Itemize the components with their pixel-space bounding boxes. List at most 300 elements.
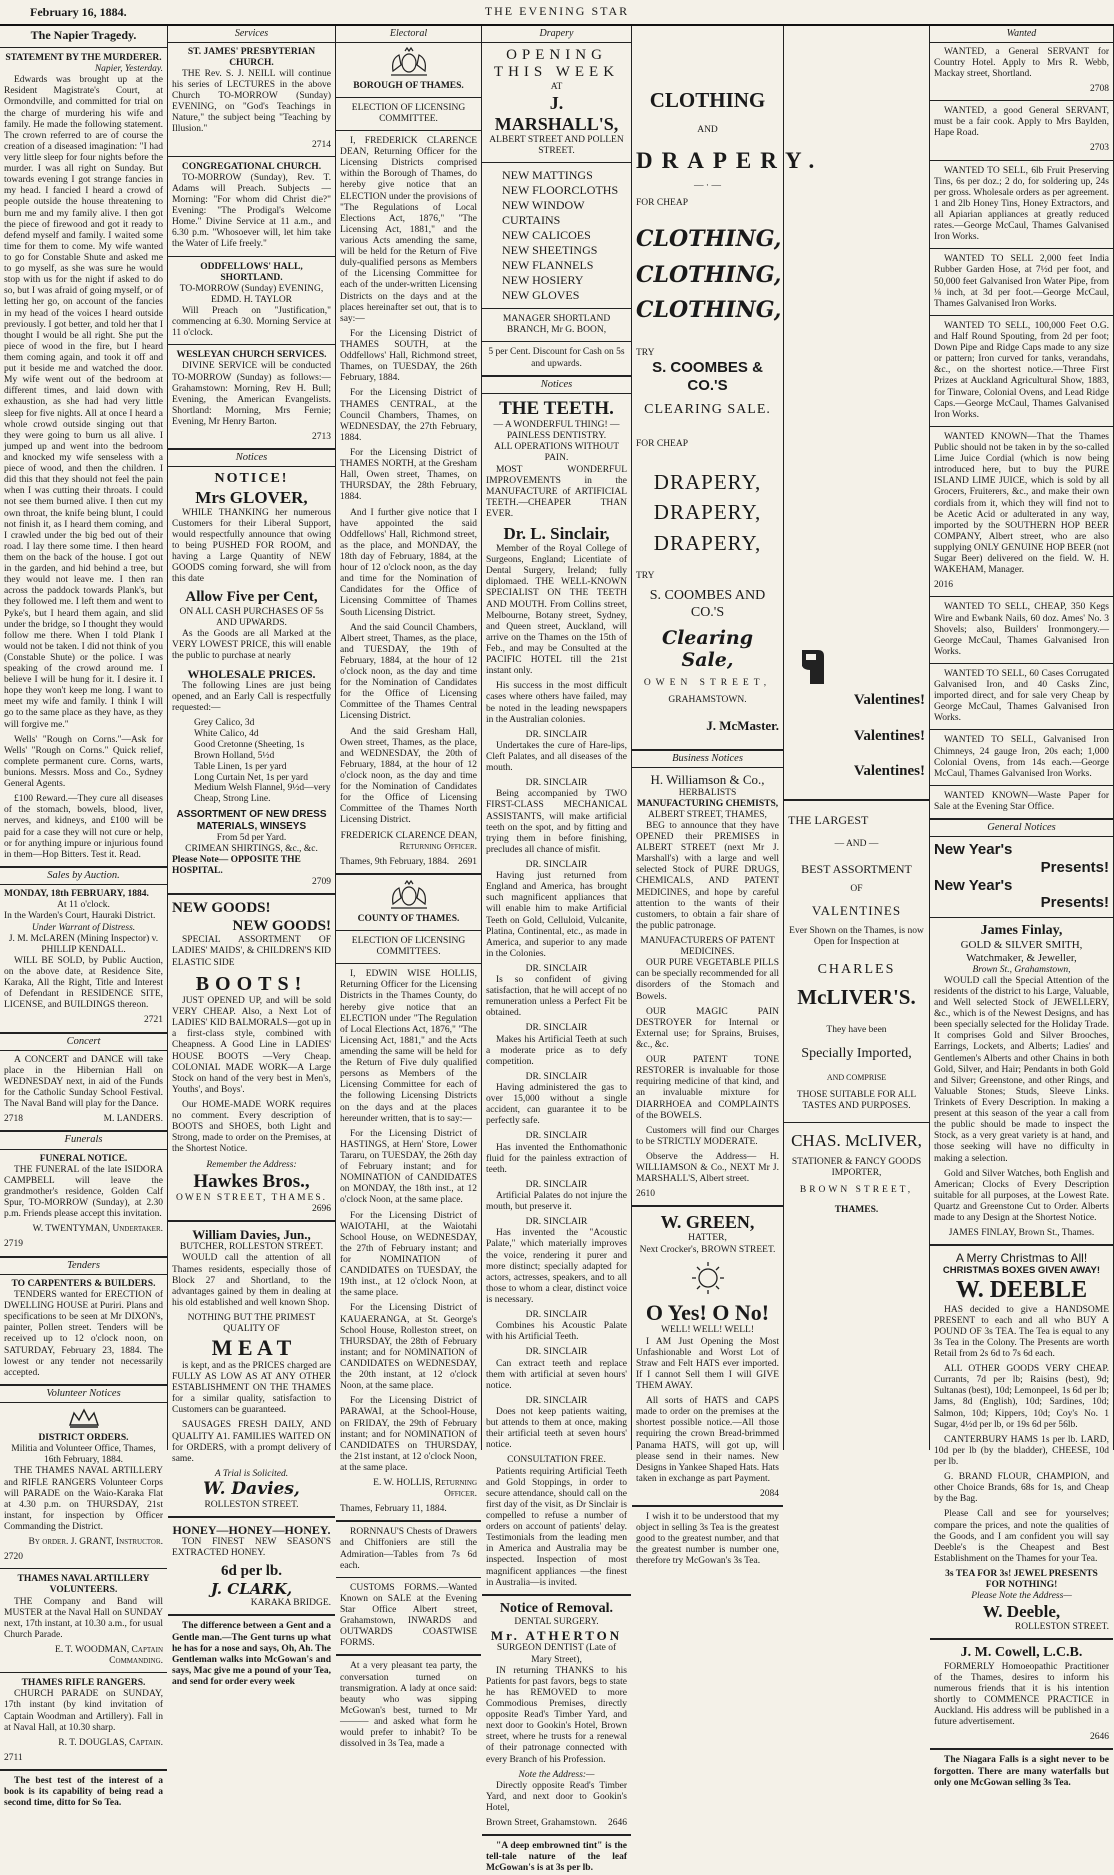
borough-body: I, FREDERICK CLARENCE DEAN, Returning Officer for the Licensing Districts comprised within the Borough of Thames, do hereby give notice that an ELECTION under the provisions of "The Regulations of Local Elections Act, 1876," "The Licensing Act, 1881," and the various Acts amending the same, will be held for the Return of Five duly-qualified persons as Members of the Licensing Committee for each of the under-written Licensing Districts on the days and at the places hereinafter set out, that is to say:— (340, 136, 477, 324)
presbyterian-title: ST. JAMES' PRESBYTERIAN CHURCH. (187, 46, 316, 68)
wanted-ad: WANTED TO SELL, Galvanised Iron Chimneys, 24 gauge Iron, 20s each; 1,000 Colonial Ovens, from 14s each.—George McCaul, Thames Galvanised Iron Works. (934, 735, 1109, 779)
borough-subtitle: ELECTION OF LICENSING COMMITTEE. (351, 102, 466, 124)
rifle-signature: R. T. DOUGLAS, Captain. (58, 1737, 163, 1748)
dr-label: DR. SINCLAIR (525, 1071, 588, 1082)
column-6 (784, 26, 930, 1450)
wanted-ad: WANTED, a General SERVANT for Country Hotel. Apply to Mrs R. Webb, Mackay street, Shortland. (934, 46, 1109, 79)
drapery-continued (788, 26, 925, 646)
and-label: AND (697, 124, 718, 135)
dr-label: DR. SINCLAIR (525, 778, 588, 789)
for-cheap: FOR CHEAP (636, 197, 688, 208)
dateline: Napier, Yesterday. (94, 64, 163, 75)
statement-heading: STATEMENT BY THE MURDERER. (5, 53, 162, 64)
auction-time: At 11 o'clock. (57, 900, 110, 911)
wanted-heading: Wanted (930, 26, 1113, 43)
list-item: NEW SHEETINGS (502, 243, 598, 258)
dr-label: DR. SINCLAIR (525, 729, 588, 740)
sinclair-item: Artificial Palates do not injure the mouth, but preserve it. (486, 1191, 627, 1213)
list-item: NEW FLOORCLOTHS (502, 183, 619, 198)
customers-line: Customers will find our Charges to be STRICTLY MODERATE. (636, 1125, 779, 1147)
newspaper-title: THE EVENING STAR (484, 4, 630, 18)
wanted-ad: WANTED, a good General SERVANT, must be a fair cook. Apply to Mrs Baylden, Hape Road. (934, 106, 1109, 139)
wanted-ad: WANTED TO SELL, 6lb Fruit Preserving Tins, 6s per doz.; 2 do, for soldering up, 24s per gross. Wholesale orders as per agreement. 1 and 2lb Honey Tins, Honey Extractors, and all Apiarian appliances at greatly reduced rates.—George McCaul, Thames Galvanised Iron Works. (934, 165, 1109, 243)
manufacturing-chemists: MANUFACTURING CHEMISTS, (636, 798, 779, 809)
address-number: 2646 (608, 1818, 627, 1829)
albert-street: ALBERT STREET, THAMES, (648, 809, 767, 820)
list-item: Brown Holland, 5½d (194, 750, 275, 761)
teeth-heading: THE TEETH. (499, 397, 614, 419)
deeble-address: ROLLESTON STREET. (1014, 1622, 1109, 1633)
concert-signature: M. LANDERS. (103, 1114, 163, 1125)
county-subtitle: ELECTION OF LICENSING COMMITTEES. (351, 936, 466, 958)
tender-title: TO CARPENTERS & BUILDERS. (11, 1278, 156, 1289)
try-label: TRY (636, 348, 655, 358)
assortment: ASSORTMENT OF NEW DRESS MATERIALS, WINSEYS (176, 809, 327, 832)
green-name: W. GREEN, (660, 1212, 755, 1233)
ornament-divider: — · — (694, 180, 721, 191)
w-deeble-name: W. Deeble, (982, 1602, 1061, 1622)
presbyterian-number: 2714 (312, 139, 331, 150)
wesleyan-title: WESLEYAN CHURCH SERVICES. (176, 350, 327, 361)
clearing-sale: CLEARING SALE. (644, 402, 771, 418)
dr-label: DR. SINCLAIR (525, 1131, 588, 1142)
coombes-name-2: S. COOMBES AND CO.'S (649, 588, 766, 620)
honey-price: 6d per lb. (221, 1563, 282, 1580)
footer-note-4: "A deep embrowned tint" is the tell-tale nature of the leaf McGowan's is at 3s per lb. (486, 1841, 627, 1874)
auction-number: 2721 (144, 1015, 163, 1026)
hawkes-number: 2696 (312, 1204, 331, 1215)
column-5 (632, 26, 824, 1567)
congregational-body: TO-MORROW (Sunday), Rev. T. Adams will Preach. Subjects — Morning: "For whom did Christ die?" Evening: "The Prodigal's Welcome Home." Divine Service at 11 a.m., and 6.30 p.m. "Whosoever will, let him take the Water of Life freely." (172, 172, 331, 250)
removal-heading: Notice of Removal. (499, 1600, 614, 1616)
wanted-ad: WANTED TO SELL 2,000 feet India Rubber Garden Hose, at 7½d per foot, and 50,000 feet Galvanised Iron Water Pipe, from ⅛ inch, at 3d per foot.—George McCaul, Thames Galvanised Iron Works. (934, 254, 1109, 309)
oddfellows-body: Will Preach on "Justification," commencing at 6.30. Morning Service at 11 o'clock. (172, 305, 331, 339)
clark-address: KARAKA BRIDGE. (250, 1598, 331, 1609)
county-p2: For the Licensing District of WAIOTAHI, at the Waiotahi School House, on WEDNESDAY, the 27th of February instant; and for NOMINATION of CANDIDATES on TUESDAY, the 19th inst., at 12 o'clock Noon, at the same place. (340, 1210, 477, 1299)
consultation-free: CONSULTATION FREE. (507, 1455, 606, 1466)
clark-name: J. CLARK, (210, 1579, 293, 1598)
borough-p2: For the Licensing District of THAMES CENTRAL, at the Council Chambers, Thames, on WEDNESDAY, the 27th February, 1884. (340, 388, 477, 443)
dr-label: DR. SINCLAIR (525, 1217, 588, 1228)
sinclair-name: Dr. L. Sinclair, (503, 524, 610, 544)
funerals-heading: Funerals (0, 1130, 167, 1149)
naval-body: THE Company and Band will MUSTER at the Naval Hall on SUNDAY next, 17th instant, at 10.30 a.m., for usual Church Parade. (4, 1596, 163, 1640)
and-comprise: AND COMPRISE (826, 1072, 887, 1082)
green-body-2: All sorts of HATS and CAPS made to order on the premises at the shortest possible notice.—All those requiring the crown Bread-brimmed Panama HATS, will got up, will please send in their names. New Designs in Yankee Shaped Hats. Hats taken in exchange as part Payment. (636, 1396, 779, 1484)
green-number: 2084 (760, 1488, 779, 1499)
cowell-body: FORMERLY Homoeopathic Practitioner of the Thames, desires to inform his numerous friends that it is his intention shortly to COMMENCE PRACTICE in Auckland. His address will be published in a future advertisement. (934, 1661, 1109, 1728)
w-davies-address: ROLLESTON STREET. (204, 1499, 299, 1510)
sinclair-item: Does not keep patients waiting, but attends to them at once, making their artificial teeth at seven hours' notice. (486, 1406, 627, 1451)
davies-name: William Davies, Jun., (192, 1227, 311, 1243)
specially-imported: Specially Imported, (801, 1046, 912, 1062)
list-item: Long Curtain Net, 1s per yard (194, 772, 308, 783)
christmas-boxes: CHRISTMAS BOXES GIVEN AWAY! (942, 1265, 1101, 1277)
sausages: SAUSAGES FRESH DAILY, AND QUALITY A1. FAMILIES WAITED ON for ORDERS, with a prompt delivery of same. (172, 1420, 331, 1464)
sinclair-items (486, 730, 627, 1452)
williamson-name: H. Williamson & Co., (650, 772, 765, 788)
williamson-body: BEG to announce that they have OPENED their PREMISES in ALBERT STREET (next Mr J. Marshall's) with a large and well selected Stock of PURE DRUGS, CHEMICALS, AND PATENT MEDICINES, and hope by careful attention to the wants of their customers, to obtain a fair share of the public patronage. (636, 820, 779, 931)
naval-signature: E. T. WOODMAN, Captain Commanding. (55, 1645, 163, 1667)
column-7 (930, 26, 1114, 1788)
glover-name: Mrs GLOVER, (195, 487, 308, 507)
column-2 (168, 26, 336, 1688)
crown-emblem-icon (66, 1407, 102, 1429)
wanted-ad: WANTED TO SELL, 100,000 Feet O.G. and Half Round Spouting, from 2d per foot; Down Pipe and Ridge Caps made to any size or pattern; Iron curved for tanks, verandahs, &c., on the shortest notice.—Three First Prizes at Auckland Agricultural Show, 1883, for Tinware, Colonial Ovens, and Lead Ridge Caps.—George McCaul, Thames Galvanised Iron Works. (934, 320, 1109, 420)
finlay-address: Brown St., Grahamstown, (972, 964, 1071, 975)
please-number: 2709 (312, 877, 331, 888)
sinclair-item: Has invented the Enthomathonic fluid for the painless extraction of teeth. (486, 1142, 627, 1175)
owen-street: OWEN STREET, (643, 677, 772, 688)
sinclair-item: Having administered the gas to over 15,000 without a single accident, can guarantee it to be perfectly safe. (486, 1083, 627, 1127)
dr-label: DR. SINCLAIR (525, 963, 588, 974)
list-item: NEW MATTINGS (502, 168, 593, 183)
o-yes-heading: O Yes! O No! (645, 1299, 770, 1325)
county-p1: For the Licensing District of HASTINGS, at Hern' Store, Lower Tararu, on TUESDAY, the 26th day of February instant; and for NOMINATION of CANDIDATES on MONDAY, the 18th inst., at 12 o'clock Noon, at the same place. (340, 1128, 477, 1206)
crocker-address: Next Crocker's, BROWN STREET. (639, 1244, 776, 1255)
notices-heading: Notices (168, 448, 335, 467)
dr-label: DR. SINCLAIR (525, 859, 588, 870)
rifle-number: 2711 (4, 1752, 23, 1763)
trial-solicited: A Trial is Solicited. (214, 1468, 289, 1479)
new-goods-2: NEW GOODS! (232, 917, 331, 934)
column-4-heading: Drapery (482, 26, 631, 43)
napier-title: The Napier Tragedy. (30, 28, 137, 42)
hop-bitters-ad: £100 Reward.—They cure all diseases of the stomach, bowels, blood, liver, nerves, and kidneys, and £100 will be paid for a case they will not cure or help, or for anything impure or injurious found in them—Hop Bitters. Test it. Read. (4, 794, 163, 860)
county-signature: E. W. HOLLIS, Returning Officer. (373, 1478, 477, 1500)
ever-shown: Ever Shown on the Thames, is now Open for Inspection at (789, 926, 924, 948)
funeral-number: 2719 (4, 1239, 23, 1250)
column-4 (482, 26, 632, 1874)
footer-note-3: At a very pleasant tea party, the conversation turned on transmigration. A lady at once said: beauty who was sipping McGowan's best, turned to Mr ——— and asked what form he would prefer to inhabit? To be dissolved in 3s Tea, made a (340, 1661, 477, 1750)
finlay-body: WOULD call the Special Attention of the residents of the district to his Large, Valuable, and Well selected Stock of JEWELLERY, &c., which is of the Newest Designs, and has been specially selected for the Holiday Trade. It comprises Gold and Silver Brooches, Earrings, Lockets, and Alberts; Ladies' and Gentlemen's Alberts and other Chains in both Gold, Silver, and Hair; Pendants in both Gold and Silver; Greenstone, and other Rings, and Valuable Stones; Studs, Sleeve Links. Trinkets of Every Description. In making a present at this season of the year a call from the public should be made to inspect the Stock, as a very great variety is at hand, and those seeking will have no difficulty in making a selection. (934, 975, 1109, 1164)
sinclair-item: Can extract teeth and replace them with artificial at seven hours' notice. (486, 1358, 627, 1391)
list-item: Grey Calico, 3d (194, 717, 255, 728)
glover-body: WHILE THANKING her numerous Customers for their Liberal Support, would respectfully announce that owing to being PUSHED FOR ROOM, and having a Large Quantity of NEW GOODS coming forward, she will from this date (172, 507, 331, 585)
chas-mcliver: CHAS. McLIVER, (791, 1131, 922, 1151)
clothing-line-3: CLOTHING, (636, 297, 782, 324)
footer-note-7: The Niagara Falls is a sight never to be forgotten. There are many waterfalls but only one McGowan selling 3s Tea. (934, 1755, 1109, 1788)
dr-label: DR. SINCLAIR (525, 1395, 588, 1406)
finlay-body-2: Gold and Silver Watches, both English and American; Clocks of Every Description suitable for all purposes, at the Lowest Rate. Quartz and Greenstone Cut to Order. Alberts made to any Design at the Shortest Notice. (934, 1168, 1109, 1224)
opening-heading: OPENING THIS WEEK (493, 46, 620, 81)
valentines-1: Valentines! (853, 692, 925, 708)
boots-body: JUST OPENED UP, and will be sold VERY CHEAP. Also, a Next Lot of LADIES' KID BALMORALS—got up in a first-class style, combined with Cheapness. A Good Line in LADIES' HOUSE BOOTS —Very Cheap. COLONIAL MADE WORK—A Large Stock on hand of the very best in Men's, Youths', and Boys'. (172, 996, 331, 1095)
list-item: NEW HOSIERY (502, 273, 584, 288)
they-have-been: They have been (826, 1025, 887, 1036)
county-p3: For the Licensing District of KAUAERANGA, at St. George's School House, Rolleston street, on THURSDAY, the 28th of February instant; and for NOMINATION of CANDIDATES on WEDNESDAY, the 20th instant, at 12 o'clock Noon, at the same place. (340, 1303, 477, 1392)
best-assortment: BEST ASSORTMENT (801, 861, 912, 876)
merry-christmas: A Merry Christmas to All! (955, 1251, 1088, 1266)
district-orders: DISTRICT ORDERS. (38, 1433, 129, 1444)
deeble-other-goods: ALL OTHER GOODS VERY CHEAP. Currants, 7d per lb; Raisins (best), 9d; Sultanas (best), 10d; Lemonpeel, 1s 6d per lb; Jams, 8d (English), 10d; Sardines, 10d; Salmon, 10d; Kippers, 10d; Coy's No. 1 Sugar, 4½d per lb, or 19s 6d per 56lb. (934, 1364, 1109, 1430)
wesleyan-body: DIVINE SERVICE will be conducted TO-MORROW (Sunday) as follows:— Grahamstown: Morning, Rev H. Bull; Evening, the American Evangelists. Shortland: Morning, Mrs Fernie; Evening, Mr Henry Barton. (172, 361, 331, 427)
address-body: Directly opposite Read's Timber Yard, and next door to Gookin's Hotel, (486, 1780, 627, 1813)
masthead (0, 0, 1114, 26)
wesleyan-number: 2713 (312, 432, 331, 443)
auction-body: WILL BE SOLD, by Public Auction, on the above date, at Residence Site, Karaka, All the Right, Title and Interest of Defendant in RESIDENCE SITE, LICENSE, and BUILDINGS thereon. (4, 955, 163, 1011)
valentines-3: Valentines! (853, 763, 925, 780)
borough-p5: And the said Council Chambers, Albert street, Thames, as the place, and TUESDAY, the 19th of February, 1884, at the hour of 12 o'clock noon, as the day and time for the Nomination of Candidates for the Office of Licensing Committee of the Thames Central Licensing District. (340, 622, 477, 722)
drapery-line-1: DRAPERY, (653, 469, 762, 494)
honey-heading: HONEY—HONEY—HONEY. (172, 1523, 331, 1538)
wholesale-prices: WHOLESALE PRICES. (187, 666, 316, 681)
hawkes-bros: Hawkes Bros., (193, 1170, 310, 1192)
list-item: NEW FLANNELS (502, 258, 594, 273)
mcliver-name: McLIVER'S. (797, 984, 916, 1009)
hatter-label: HATTER, (688, 1233, 727, 1244)
tenders-heading: Tenders (0, 1256, 167, 1275)
footer-note-2: The difference between a Gent and a Gentle man.—The Gent turns up what he has for a nose and says, Oh, Ah. The Gentleman walks into McGowan's and says, Mac give me a pound of your Tea, and send for order every week (172, 1621, 331, 1688)
cowell-number: 2646 (1090, 1732, 1109, 1743)
wanted-ad: WANTED KNOWN—Waste Paper for Sale at the Evening Star Office. (934, 790, 1109, 813)
nothing-but: NOTHING BUT THE PRIMEST QUALITY OF (187, 1312, 316, 1335)
finlay-name: James Finlay, (980, 922, 1063, 938)
deeble-flour: G. BRAND FLOUR, CHAMPION, and other Choice Brands, 68s for 1s, and Cheap by the Bag. (934, 1472, 1109, 1505)
rornnau-ad: RORNNAU'S Chests of Drawers and Chiffoniers are still the Admiration—Tables from 7s 6d each. (340, 1527, 477, 1571)
sinclair-item: Undertakes the cure of Hare-lips, Cleft Palates, and all diseases of the mouth. (486, 740, 627, 774)
clothing-line-1: CLOTHING, (636, 225, 782, 252)
dr-label: DR. SINCLAIR (525, 1310, 588, 1321)
orders-number: 2720 (4, 1552, 23, 1563)
auction-place: In the Warden's Court, Hauraki District. (4, 911, 156, 922)
finlay-signature: JAMES FINLAY, Brown St., Thames. (948, 1228, 1095, 1239)
oddfellows-title: ODDFELLOWS' HALL, SHORTLAND. (200, 261, 303, 283)
article-body: Edwards was brought up at the Resident Magistrate's Court, at Ormondville, and committed for trial on the charge of murdering his wife and family. He made the following statement. The crown referred to are of course the creation of a diseased imagination: "I had very little sleep for four nights before the murder. I was all right on Sunday. But towards evening I got strange fancies in my head. I fancied I heard a crowd of people outside the house threatening to burn me and my family alive. I then got the piece of firewood and got it ready to defend myself and family. I waited some time for them to come. My wife wanted to go for Constable Shute and asked me to go myself, as she was sure he would stop with us for the night if asked to do so, but I was afraid of going myself, or of letting her go, on account of the fancies in my head of the voices I heard outside previously. I got better, and told her that I thought I would be all right. She put the piece of wood in the fire, but I heard them coming again, and took it off and put it beside me and watched the door. My wife went out of the bedroom at different times, and laid down with exhaustion, as she had had very little sleep for five nights. All at once I heard a whole crowd outside singing out that they were going to burn us all alive. I jumped up and went into the bedroom and knocked my wife senseless with a piece of wood, and then the children. I did this that they should not feel the pain when I was cutting their throats. I could not see them burned alive. I then cut my own throat, the knife being blunt, I could not finish it, as I heard them coming, and I crawled under the big bed out of their road. I lay there some time. I then heard them on the back of the house. I got out in the garden, and hid behind a tree, but they would not leave me. I then ran across the paddock towards Plank's, but they followed me. I left them and went to Pyke's, but I heard them again, and slid under the bridge, so I thought they would follow me there. When I told Plank I would not be taken. I did not think of you (Constable Shute) or the police. I was speaking of the crowd around me. I believe I will be hung for it. I desire it. I hope they won't keep me long. I want to meet my wife and family. I think I will go to the same place as they have, as they will forgive me." (4, 75, 163, 730)
tone-restorer: OUR PATENT TONE RESTORER is invaluable for those requiring medicine of that kind, and an invaluable mixture for DIARRHOEA and COMPLAINTS of the BOWELS. (636, 1055, 779, 1121)
royal-arms-icon (387, 880, 431, 910)
rifle-body: CHURCH PARADE on SUNDAY, 17th instant (by kind invitation of Captain Woodman and Artillery). Fall in at Naval Hall, at 10.30 sharp. (4, 1689, 163, 1733)
most-wonderful: MOST WONDERFUL IMPROVEMENTS in the MANUFACTURE of ARTIFICIAL TEETH.—CHEAPER THAN EVER. (486, 464, 627, 520)
issue-date: February 16, 1884. (30, 5, 127, 19)
borough-p4: And I further give notice that I have appointed the said Oddfellows' Hall, Richmond street, as the place, and MONDAY, the 18th day of February, 1884, at the hour of 12 o'clock noon, as the day and time for the Nomination of Candidates for the Office of Licensing Committee of Thames South Licensing District. (340, 507, 477, 618)
corns-ad: Wells' "Rough on Corns."—Ask for Wells' "Rough on Corns." Quick relief, complete permanent cure. Corns, warts, bunions. Messrs. Moss and Co., Sydney General Agents. (4, 734, 163, 790)
valentines-2: Valentines! (853, 727, 925, 744)
deeble-body-2: Please Call and see for yourselves; compare the prices, and note the qualities of the Goods, and I am confident you will say Deeble's is the Cheapest and Best Establishment on the Thames for your Tea. (934, 1509, 1109, 1564)
pointing-hand-icon (792, 646, 832, 688)
wanted-number: 2016 (934, 580, 953, 591)
auction-parties: J. M. McLAREN (Mining Inspector) v. PHILLIP KENDALL. (8, 933, 159, 955)
valentines-heading: VALENTINES (811, 902, 902, 918)
notices-heading-2: Notices (482, 375, 631, 394)
consultation-body: Patients requiring Artificial Teeth and Gold Stoppings, in order to secure attendance, should call on the first day of the visit, as Dr Sinclair is compelled to refuse a number of orders on account of patients' delay. Testimonials from the leading men in America and Australia may be inspected. Inspection of most magnificent appliances —the finest in Australia—is invited. (486, 1466, 627, 1588)
clothing-line-2: CLOTHING, (636, 261, 782, 288)
borough-signature: FREDERICK CLARENCE DEAN, Returning Officer. (340, 830, 477, 852)
hawkes-address: OWEN STREET, THAMES. (175, 1192, 327, 1203)
well-line: WELL! WELL! WELL! (660, 1325, 755, 1336)
charles-label: CHARLES (817, 962, 896, 978)
list-item: Good Cretonne (Sheeting, 1s (194, 739, 305, 750)
presbyterian-body: THE Rev. S. J. NEILL will continue his series of LECTURES in the above Church TO-MORROW (Sunday) EVENING, on "God's Teachings in Nature," the subject being "Teaching by Illusion." (172, 68, 331, 135)
drapery-line-2: DRAPERY, (653, 500, 762, 525)
of-label: OF (850, 883, 863, 894)
concert-number: 2718 (4, 1114, 23, 1125)
try-label-2: TRY (636, 571, 655, 582)
county-title: COUNTY OF THAMES. (357, 913, 460, 924)
list-item: NEW GLOVES (502, 288, 580, 303)
tea-free: 3s TEA FOR 3s! JEWEL PRESENTS FOR NOTHING! (945, 1568, 1098, 1591)
grahamstown: GRAHAMSTOWN. (668, 694, 747, 705)
dr-label: DR. SINCLAIR (525, 1179, 588, 1190)
atherton-title: SURGEON DENTIST (Late of Mary Street), (496, 1643, 617, 1665)
list-item: NEW WINDOW CURTAINS (502, 198, 585, 228)
boots-heading: BOOTS! (195, 972, 308, 995)
auction-heading: Sales by Auction. (0, 866, 167, 885)
congregational-title: CONGREGATIONAL CHURCH. (181, 161, 322, 172)
note-address: Note the Address:— (518, 1769, 595, 1780)
borough-date: Thames, 9th February, 1884. (340, 856, 450, 867)
orders-dateline: Militia and Volunteer Office, Thames, 16th February, 1884. (11, 1444, 156, 1466)
new-goods-1: NEW GOODS! (172, 900, 271, 917)
borough-p6: And the said Gresham Hall, Owen street, Thames, as the place, and WEDNESDAY, the 20th of February, 1884, at the hour of 12 o'clock noon, as the day and time for the Nomination of Candidates for the Office of Licensing Committee of the Thames North Licensing District. (340, 726, 477, 826)
column-3 (336, 26, 482, 1750)
royal-arms-icon (387, 47, 431, 77)
sun-face-icon (688, 1260, 728, 1296)
note-address: Please Note the Address— (971, 1591, 1072, 1602)
thames-label: THAMES. (834, 1204, 879, 1215)
footer-note-1: The best test of the interest of a book is its capability of being read a second time, ditto for So Tea. (4, 1775, 163, 1809)
dr-label: DR. SINCLAIR (525, 1023, 588, 1034)
sinclair-item: Has invented the "Acoustic Palate," which materially improves the voice, rendering it purer and more distinct; specially adapted for actors, actresses, speakers, and to all those to whom a clear, distinct voice is necessary. (486, 1228, 627, 1305)
sinclair-body: Member of the Royal College of Surgeons, England; Licentiate of Dental Surgery, Ireland; fully diplomaed. THE WELL-KNOWN SPECIALIST ON THE TEETH AND MOUTH. From Collins street, Melbourne, Botany street, Sydney, and Queen street, Auckland, will arrive on the Thames on the 15th of Feb., and may be Consulted at the PACIFIC HOTEL till the 21st instant only. (486, 544, 627, 677)
discount-line: 5 per Cent. Discount for Cash on 5s and upwards. (488, 347, 625, 369)
list-intro: The following Lines are just being opened, and an Early Call is respectfully requested:— (172, 680, 331, 713)
all-operations: ALL OPERATIONS WITHOUT PAIN. (493, 442, 620, 464)
list-item: Medium Welsh Flannel, 9½d—very Cheap, Strong Line. (194, 783, 331, 805)
assortment-sub: From 5d per Yard. (216, 832, 287, 843)
naval-heading: THAMES NAVAL ARTILLERY VOLUNTEERS. (17, 1574, 150, 1596)
meat-body: is kept, and as the PRICES charged are FULLY AS LOW AS AT ANY OTHER ESTABLISHMENT ON THE THAMES for a similar quality, satisfaction to Customers can be guaranteed. (172, 1360, 331, 1416)
presents-1: Presents! (1040, 858, 1109, 876)
county-date: Thames, February 11, 1884. (340, 1504, 447, 1515)
dental-surgery: DENTAL SURGERY. (514, 1617, 599, 1628)
crimean-line: CRIMEAN SHIRTINGS, &c., &c. (185, 843, 318, 854)
glover-price-list (194, 718, 331, 805)
suitable-for: THOSE SUITABLE FOR ALL TASTES AND PURPOSES. (796, 1090, 917, 1112)
observe-address: Observe the Address— H. WILLIAMSON & Co., NEXT Mr J. MARSHALL'S, Albert street. (636, 1151, 779, 1185)
mcmaster-name: J. McMaster. (706, 717, 779, 733)
concert-heading: Concert (0, 1032, 167, 1051)
wanted-ad: WANTED TO SELL, 60 Cases Corrugated Galvanised Iron, and 40 Casks Zinc, imported direct, and for sale very Cheap by George McCaul, Thames Galvanised Iron Works. (934, 668, 1109, 724)
allow-sub: ON ALL CASH PURCHASES OF 5s AND UPWARDS. (179, 607, 324, 629)
column-1 (0, 26, 168, 1809)
general-notices-heading: General Notices (930, 818, 1113, 837)
list-item: White Calico, 4d (194, 728, 259, 739)
at-label: AT (550, 81, 563, 92)
wanted-number: 2703 (1090, 143, 1109, 154)
meat-heading: M E A T (211, 1335, 292, 1361)
williamson-number: 2610 (636, 1189, 655, 1200)
funeral-signature: W. TWENTYMAN, Undertaker. (32, 1224, 163, 1235)
marshall-name: J. MARSHALL'S, (494, 92, 619, 134)
clearing-sale-2: Clearing Sale, (661, 627, 754, 672)
business-heading: Business Notices (632, 749, 783, 768)
address-line: Brown Street, Grahamstown. (486, 1818, 597, 1829)
cowell-name: J. M. Cowell, L.C.B. (960, 1645, 1083, 1661)
wonderful-line: — A WONDERFUL THING! — (493, 420, 620, 431)
footer-note-5: I wish it to be understood that my object in selling 3s Tea is the greatest good to the greatest number, and that the greatest number is number one, therefore try McGowan's 3s Tea. (636, 1512, 779, 1567)
pills-line: OUR PURE VEGETABLE PILLS can be specially recommended for all disorders of the Stomach and Bowels. (636, 958, 779, 1002)
remember-address: Remember the Address: (206, 1159, 297, 1170)
borough-title: BOROUGH OF THAMES. (353, 80, 464, 91)
orders-signature: By order. J. GRANT, Instructor. (28, 1537, 163, 1548)
clothing-heading: CLOTHING (649, 88, 766, 112)
atherton-name: Mr. ATHERTON (490, 1628, 623, 1644)
tender-body: TENDERS wanted for ERECTION of DWELLING HOUSE at Puriri. Plans and specifications to be seen at Mr DIXON's, painter, Pollen street. Tenders will be received up to 12 o'clock noon, on SATURDAY, February 23, 1884. The lowest or any tender not necessarily accepted. (4, 1289, 163, 1378)
for-cheap-2: FOR CHEAP (636, 438, 688, 449)
borough-p1: For the Licensing District of THAMES SOUTH, at the Oddfellows' Hall, Richmond street, Thames, on TUESDAY, the 26th February, 1884. (340, 328, 477, 384)
goods-list (502, 168, 627, 303)
please-note: Please Note— OPPOSITE THE HOSPITAL. (172, 854, 301, 877)
electoral-heading: Electoral (336, 26, 481, 43)
atherton-body: IN returning THANKS to his Patients for past favors, begs to state he has REMOVED to more Commodious Premises, directly opposite Read's Timber Yard, and next door to Gookin's Hotel, Brown street, where he trusts for a renewal of their patronage connected with every Branch of his Profession. (486, 1665, 627, 1765)
borough-number: 2691 (458, 856, 477, 867)
deeble-hams: CANTERBURY HAMS 1s per lb. LARD, 10d per lb (by the bladder), CHEESE, 10d per lb. (934, 1434, 1109, 1467)
oddfellows-sub: TO-MORROW (Sunday) EVENING, EDMD. H. TAYLOR (179, 283, 324, 305)
drapery-line-3: DRAPERY, (653, 530, 762, 555)
auction-warrant: Under Warrant of Distress. (31, 922, 136, 933)
the-largest: THE LARGEST (788, 812, 869, 827)
stationer-line: STATIONER & FANCY GOODS IMPORTER, (791, 1157, 922, 1179)
special-assortment: SPECIAL ASSORTMENT OF LADIES' MAIDS', & CHILDREN'S KID ELASTIC SIDE (172, 935, 331, 968)
list-item: Table Linen, 1s per yard (194, 761, 287, 772)
finlay-sub: GOLD & SILVER SMITH, Watchmaker, & Jeweller, (960, 938, 1083, 964)
w-davies-logo: W. Davies, (203, 1479, 300, 1500)
customs-ad: CUSTOMS FORMS.—Wanted Known on SALE at the Evening Star Office Albert street, Grahamstown, INWARDS and OUTWARDS COASTWISE FORMS. (340, 1582, 477, 1649)
volunteer-heading: Volunteer Notices (0, 1384, 167, 1403)
wanted-number: 2708 (1090, 84, 1109, 95)
sinclair-item: Having just returned from England and America, has brought such magnificent appliances that will enable him to make Artificial Teeth on Gold, Celluloid, Vulcanite, Platina, Continental, etc., as made in America, and superior to any made in the Colonies. (486, 871, 627, 959)
presents-2: Presents! (1040, 894, 1109, 912)
davies-trade: BUTCHER, ROLLESTON STREET. (179, 1242, 324, 1253)
wanted-ad: WANTED KNOWN—That the Thames Public should not be taken in by the so-called Lime Juice Cordial (which is now being introduced here, but to buy the PURE ISLAND LIME JUICE, which is sold by all Grocers, Fruiterers, &c., and make their own cordials from it, which they will find not to be Acetic Acid or adulterated in any way, imported by the SOUTHERN HOP BEER COMPANY, Albert street, who are also supplying ONLY GENUINE HOP BEER (not Sugar Beer) delivered on the field. W. H. WAKEHAM, Manager. (934, 431, 1109, 576)
funeral-body: THE FUNERAL of the late ISIDORA CAMPBELL will leave the grandmother's residence, Golden Calf Spur, TO-MORROW (Sunday), at 2.30 p.m. Friends please accept this invitation. (4, 1164, 163, 1220)
funeral-notice-title: FUNERAL NOTICE. (39, 1153, 128, 1164)
green-body: I AM Just Opening the Most Unfashionable and Worst Lot of Straw and Felt HATS ever imported. If I cannot Sell them I will GIVE THEM AWAY. (636, 1336, 779, 1391)
deeble-name: W. DEEBLE (955, 1277, 1088, 1304)
and-line: — AND — (834, 838, 879, 849)
auction-date: MONDAY, 18th FEBRUARY, 1884. (4, 889, 149, 900)
allow-discount: Allow Five per Cent, (185, 589, 318, 606)
honey-body: TON FINEST NEW SEASON'S EXTRACTED HONEY. (172, 1537, 331, 1559)
sinclair-item: Is so confident of giving satisfaction, that he will accept of no remuneration unless a Perfect Fit be obtained. (486, 975, 627, 1019)
services-heading: Services (168, 26, 335, 43)
borough-p3: For the Licensing District of THAMES NORTH, at the Gresham Hall, Owen street, Thames, on THURSDAY, the 28th February, 1884. (340, 447, 477, 503)
new-years-2: New Year's (934, 876, 1013, 894)
drapery-heading: DRAPERY. (636, 147, 824, 173)
new-years-1: New Year's (934, 841, 1013, 859)
sinclair-item: Being accompanied by TWO FIRST-CLASS MECHANICAL ASSISTANTS, will make artificial teeth on the spot, and by fitting and trying them in before finishing, precludes all chance of misfit. (486, 789, 627, 855)
boots-body-2: Our HOME-MADE WORK requires no comment. Every description of BOOTS and SHOES, both Light and Strong, made to order on the Premises, at the Shortest Notice. (172, 1100, 331, 1155)
davies-body: WOULD call the attention of all Thames residents, especially those of Block 27 and Shortland, to the advantages gained by them in dealing at his old established and well known Shop. (172, 1253, 331, 1308)
coombes-name: S. COOMBES & CO.'S (652, 359, 763, 394)
sinclair-body-2: His success in the most difficult cases where others have failed, may be noted in the leading newspapers in the Australian colonies. (486, 681, 627, 725)
deeble-body: HAS decided to give a HANDSOME PRESENT to each and all who BUY A POUND OF 3s TEA. The Tea is equal to any 3s Tea in the Colony. The Presents are worth Retail from 2s 6d to 7s 6d each. (934, 1304, 1109, 1359)
manufacturers-line: MANUFACTURERS OF PATENT MEDICINES. (640, 936, 775, 958)
sinclair-item: Makes his Artificial Teeth at such a moderate price as to defy competition. (486, 1034, 627, 1067)
county-body: I, EDWIN WISE HOLLIS, Returning Officer for the Licensing Districts in the Thames County, do hereby give notice that an ELECTION under "The Regulation of Local Elections Act, 1876," "The Licensing Act, 1881," and the Acts amending the same will be held for the Return of Five duly qualified persons as Members of the Licensing Committee for each of the following Licensing Districts on the days and at the places hereunder written, that is to say:— (340, 969, 477, 1124)
orders-body: THE THAMES NAVAL ARTILLERY and RIFLE RANGERS Volunteer Corps will PARADE on the Waio-Karaka Flat at 4.30 p.m. on THURSDAY, 21st instant, for inspection by Officer Commanding the District. (4, 1466, 163, 1533)
notice-title: NOTICE! (214, 471, 289, 487)
manager-line: MANAGER SHORTLAND BRANCH, Mr G. BOON, (502, 314, 611, 336)
concert-body: A CONCERT and DANCE will take place in the Hibernian Hall on WEDNESDAY next, in aid of the Funds for the Catholic Sunday School Festival. The Naval Band will play for the Dance. (4, 1054, 163, 1110)
marshall-address: ALBERT STREET AND POLLEN STREET. (489, 134, 624, 157)
county-p4: For the Licensing District of PARAWAI, at the School-House, on FRIDAY, the 29th of February instant; and for NOMINATION of CANDIDATES on THURSDAY, the 21st instant, at 12 o'clock Noon, at the same place. (340, 1396, 477, 1473)
sinclair-item: Combines his Acoustic Palate with his Artificial Teeth. (486, 1321, 627, 1343)
herbalists: HERBALISTS (678, 787, 737, 798)
dr-label: DR. SINCLAIR (525, 1347, 588, 1358)
brown-street: BROWN STREET, (799, 1185, 914, 1196)
